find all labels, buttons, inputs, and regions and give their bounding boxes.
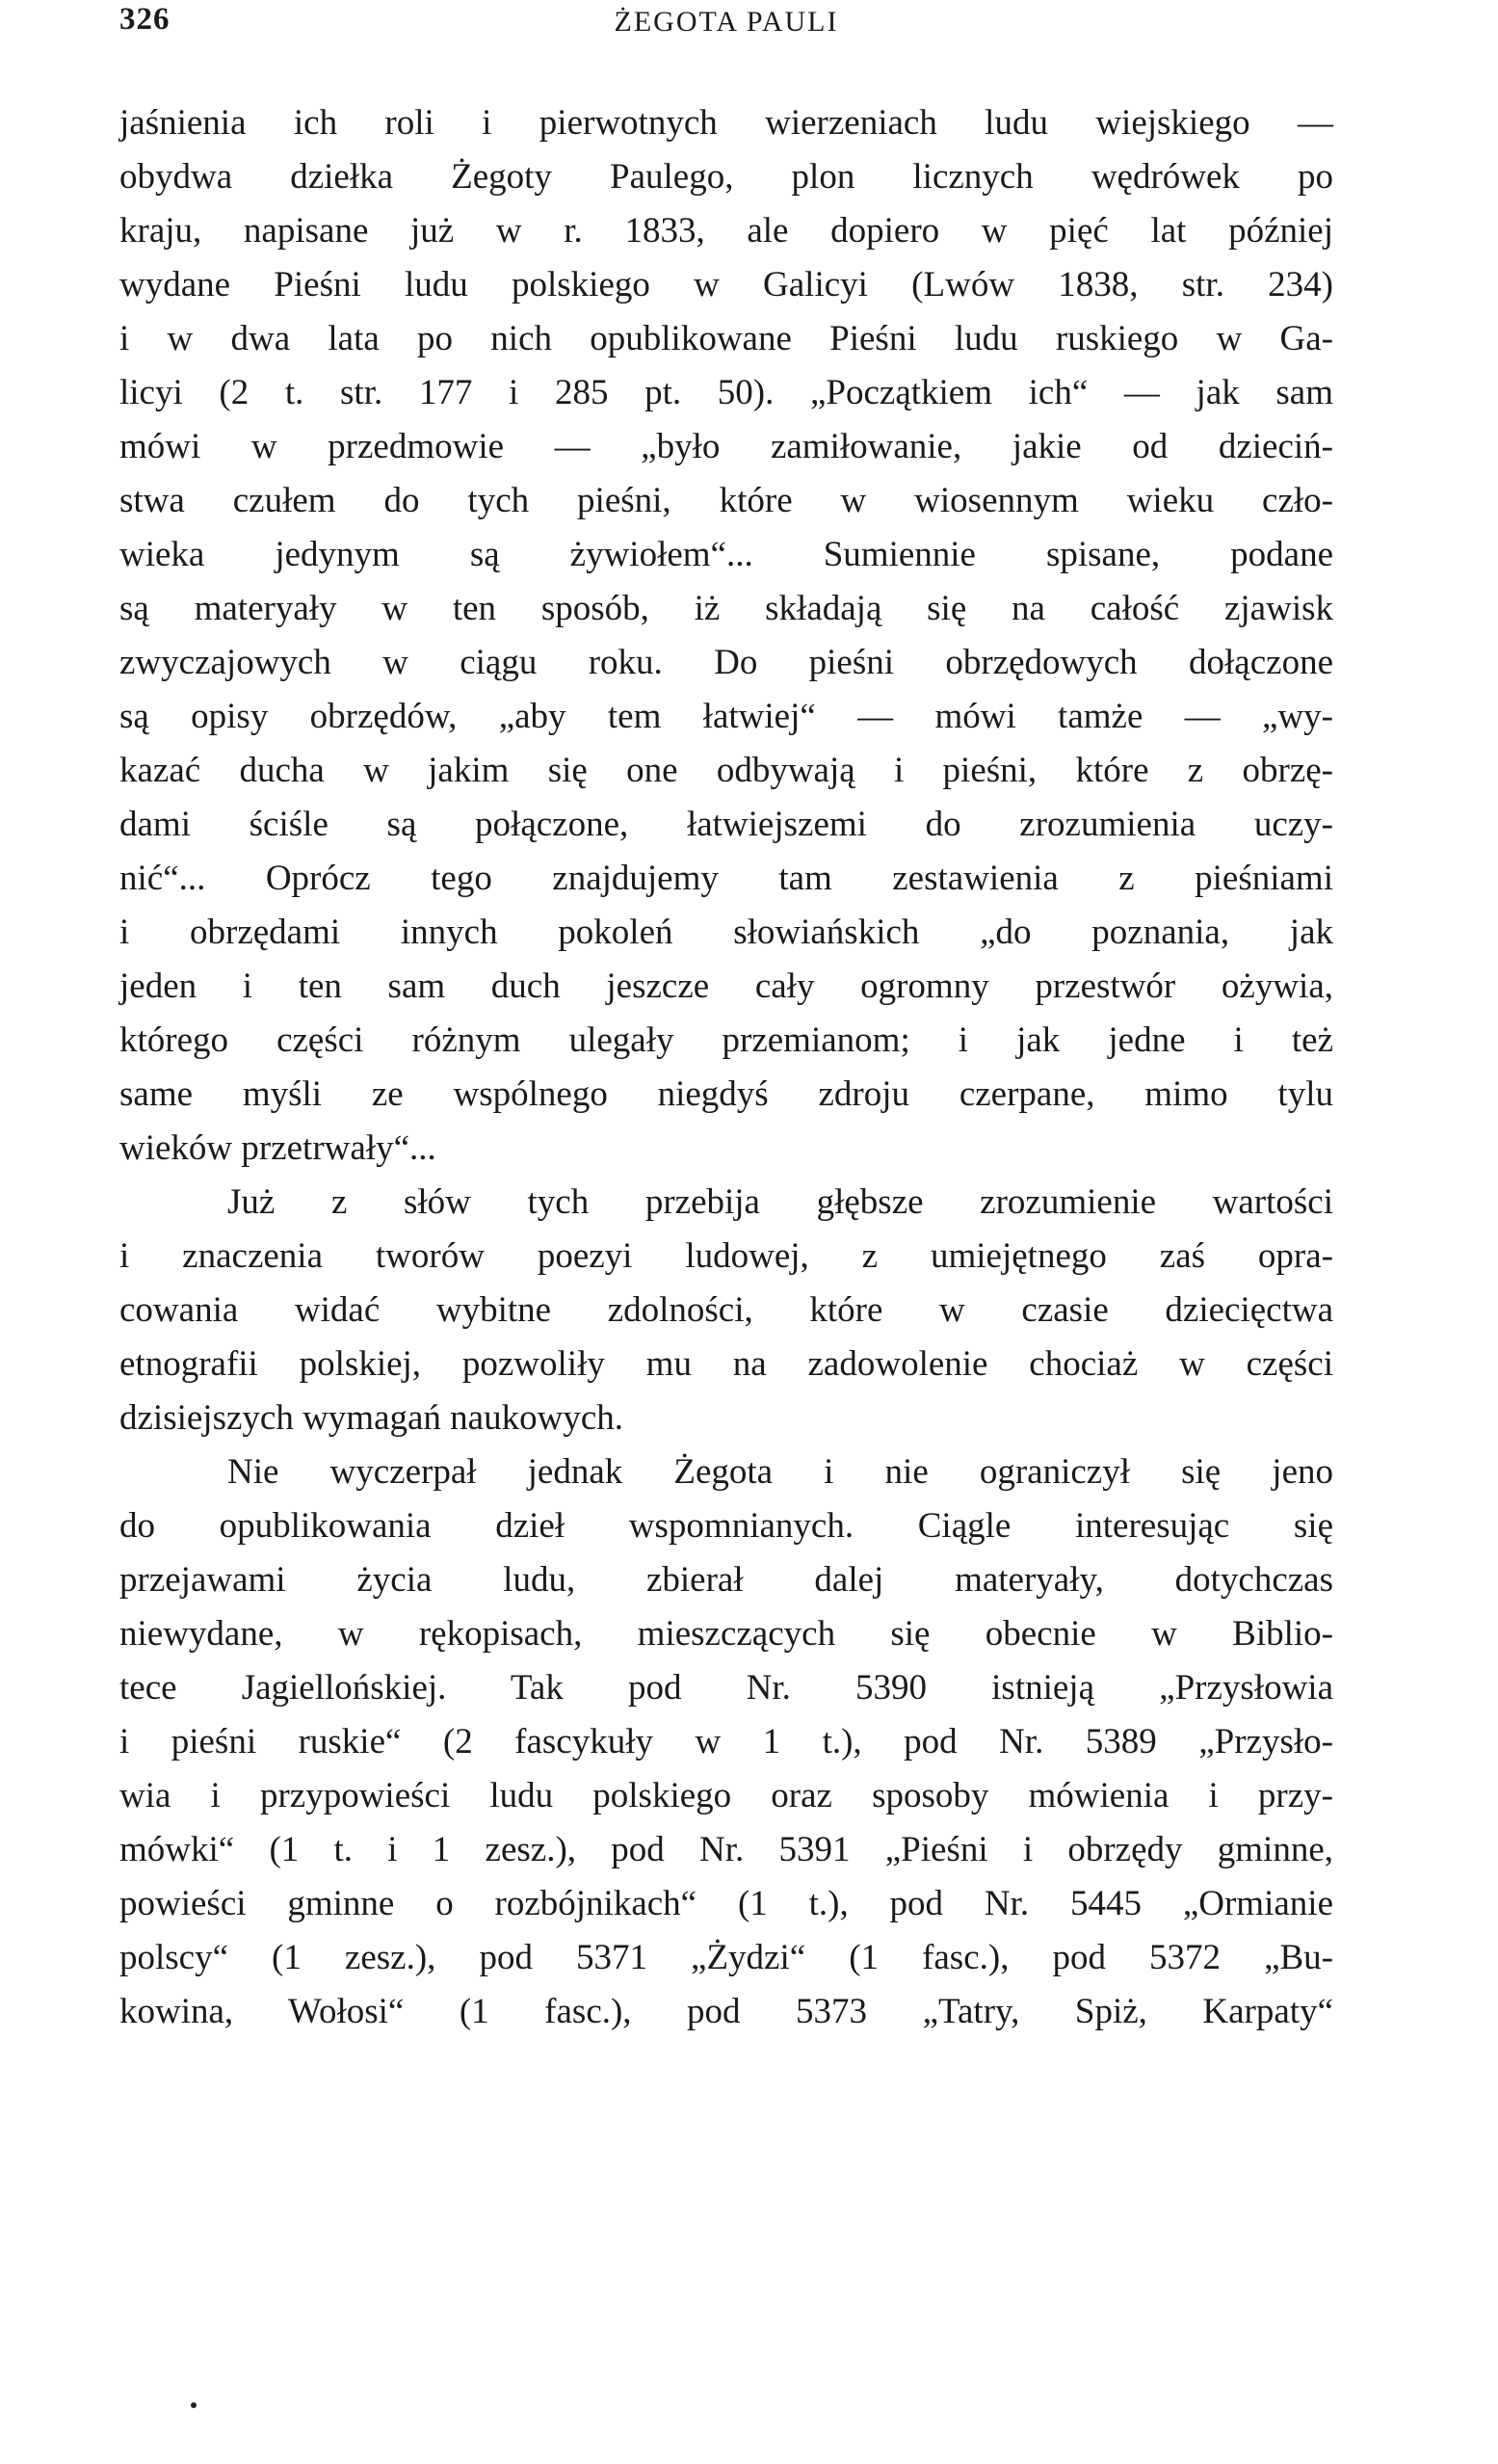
text-line: są materyały w ten sposób, iż składają się na całość zjawisk xyxy=(119,589,1333,628)
text-line: kazać ducha w jakim się one odbywają i pieśni, które z obrzę- xyxy=(119,751,1333,790)
text-line: wydane Pieśni ludu polskiego w Galicyi (Lwów 1838, str. 234) xyxy=(119,265,1333,305)
text-line: jeden i ten sam duch jeszcze cały ogromny przestwór ożywia, xyxy=(119,967,1333,1006)
text-line: wia i przypowieści ludu polskiego oraz sposoby mówienia i przy- xyxy=(119,1776,1333,1815)
text-line: nić“... Oprócz tego znajdujemy tam zestawienia z pieśniami xyxy=(119,859,1333,898)
paragraph xyxy=(119,96,1333,1176)
text-line: cowania widać wybitne zdolności, które w czasie dziecięctwa xyxy=(119,1290,1333,1330)
text-line: kowina, Wołosi“ (1 fasc.), pod 5373 „Tatry, Spiż, Karpaty“ xyxy=(119,1992,1333,2031)
text-line: polscy“ (1 zesz.), pod 5371 „Żydzi“ (1 fasc.), pod 5372 „Bu- xyxy=(119,1938,1333,1977)
text-line: niewydane, w rękopisach, mieszczących się obecnie w Biblio- xyxy=(119,1614,1333,1654)
text-line: dami ściśle są połączone, łatwiejszemi do zrozumienia uczy- xyxy=(119,805,1333,844)
page-number: 326 xyxy=(119,2,171,37)
text-line: wieka jedynym są żywiołem“... Sumiennie spisane, podane xyxy=(119,535,1333,574)
text-line: dzisiejszych wymagań naukowych. xyxy=(119,1398,623,1438)
text-line: i obrzędami innych pokoleń słowiańskich „do poznania, jak xyxy=(119,913,1333,952)
text-line: wieków przetrwały“... xyxy=(119,1128,436,1168)
text-line: licyi (2 t. str. 177 i 285 pt. 50). „Początkiem ich“ — jak sam xyxy=(119,373,1333,412)
text-line: powieści gminne o rozbójnikach“ (1 t.), pod Nr. 5445 „Ormianie xyxy=(119,1884,1333,1923)
page-header xyxy=(119,2,1333,60)
text-line: Nie wyczerpał jednak Żegota i nie ograniczył się jeno xyxy=(227,1452,1333,1492)
text-line: etnografii polskiej, pozwoliły mu na zadowolenie chociaż w części xyxy=(119,1344,1333,1384)
text-line: same myśli ze wspólnego niegdyś zdroju czerpane, mimo tylu xyxy=(119,1074,1333,1114)
text-line: i pieśni ruskie“ (2 fascykuły w 1 t.), pod Nr. 5389 „Przysło- xyxy=(119,1722,1333,1762)
text-line: mówi w przedmowie — „było zamiłowanie, jakie od dzieciń- xyxy=(119,427,1333,466)
text-line: kraju, napisane już w r. 1833, ale dopiero w pięć lat później xyxy=(119,211,1333,251)
paragraph xyxy=(119,1445,1333,2039)
ink-speck-dot xyxy=(191,2402,197,2408)
running-title: ŻEGOTA PAULI xyxy=(614,6,839,38)
paragraph xyxy=(119,1176,1333,1445)
text-line: i znaczenia tworów poezyi ludowej, z umiejętnego zaś opra- xyxy=(119,1236,1333,1276)
text-line: są opisy obrzędów, „aby tem łatwiej“ — mówi tamże — „wy- xyxy=(119,697,1333,736)
text-line: którego części różnym ulegały przemianom; i jak jedne i też xyxy=(119,1020,1333,1060)
text-line: tece Jagiellońskiej. Tak pod Nr. 5390 istnieją „Przysłowia xyxy=(119,1668,1333,1708)
text-line: przejawami życia ludu, zbierał dalej materyały, dotychczas xyxy=(119,1560,1333,1600)
text-line: Już z słów tych przebija głębsze zrozumienie wartości xyxy=(227,1182,1333,1222)
text-line: i w dwa lata po nich opublikowane Pieśni ludu ruskiego w Ga- xyxy=(119,319,1333,358)
text-line: zwyczajowych w ciągu roku. Do pieśni obrzędowych dołączone xyxy=(119,643,1333,682)
text-line: jaśnienia ich roli i pierwotnych wierzeniach ludu wiejskiego — xyxy=(119,103,1333,143)
text-line: do opublikowania dzieł wspomnianych. Ciągle interesując się xyxy=(119,1506,1333,1546)
text-line: mówki“ (1 t. i 1 zesz.), pod Nr. 5391 „Pieśni i obrzędy gminne, xyxy=(119,1830,1333,1869)
body-text xyxy=(119,96,1333,2039)
text-line: obydwa dziełka Żegoty Paulego, plon licznych wędrówek po xyxy=(119,157,1333,197)
text-line: stwa czułem do tych pieśni, które w wiosennym wieku czło- xyxy=(119,481,1333,520)
